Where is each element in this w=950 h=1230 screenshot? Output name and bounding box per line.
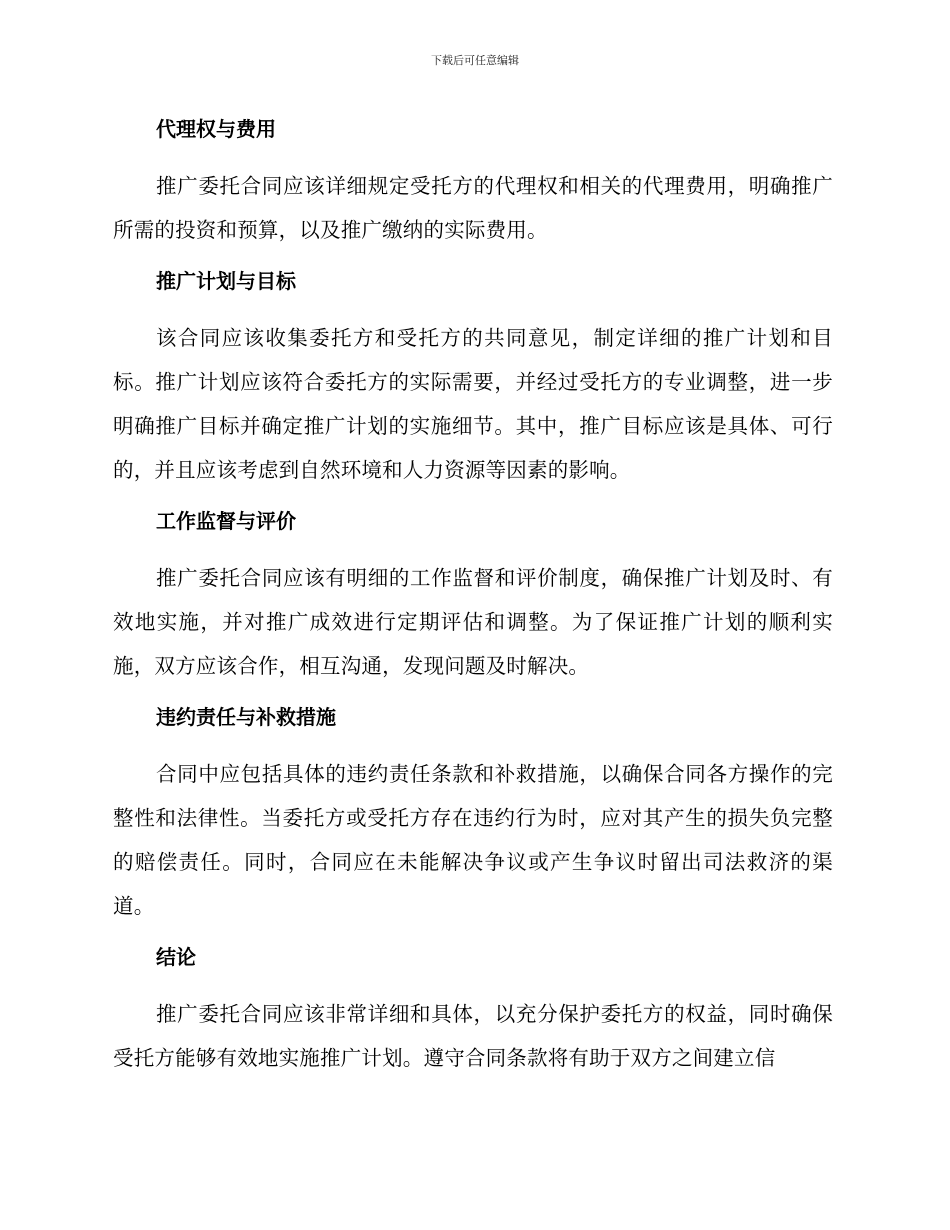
section-agency-fees — [113, 110, 833, 252]
section-heading: 结论 — [156, 945, 196, 969]
document-body — [113, 110, 833, 1080]
section-paragraph: 推广委托合同应该有明细的工作监督和评价制度，确保推广计划及时、有效地实施，并对推广成效进行定期评估和调整。为了保证推广计划的顺利实施，双方应该合作，相互沟通，发现问题及时解决。 — [113, 566, 833, 678]
section-plan-goals — [113, 262, 833, 492]
section-paragraph: 推广委托合同应该详细规定受托方的代理权和相关的代理费用，明确推广所需的投资和预算，以及推广缴纳的实际费用。 — [113, 174, 833, 242]
section-conclusion — [113, 938, 833, 1080]
section-heading: 代理权与费用 — [156, 117, 276, 141]
section-heading: 工作监督与评价 — [156, 509, 296, 533]
section-breach-remedies — [113, 698, 833, 928]
section-paragraph: 推广委托合同应该非常详细和具体，以充分保护委托方的权益，同时确保受托方能够有效地实施推广计划。遵守合同条款将有助于双方之间建立信 — [113, 1002, 833, 1070]
section-paragraph: 合同中应包括具体的违约责任条款和补救措施，以确保合同各方操作的完整性和法律性。当委托方或受托方存在违约行为时，应对其产生的损失负完整的赔偿责任。同时，合同应在未能解决争议或产生争议时留出司法救济的渠道。 — [113, 762, 833, 918]
section-heading: 违约责任与补救措施 — [156, 705, 336, 729]
section-heading: 推广计划与目标 — [156, 269, 296, 293]
section-supervision-evaluation — [113, 502, 833, 688]
page-header-note: 下载后可任意编辑 — [431, 54, 519, 67]
section-paragraph: 该合同应该收集委托方和受托方的共同意见，制定详细的推广计划和目标。推广计划应该符合委托方的实际需要，并经过受托方的专业调整，进一步明确推广目标并确定推广计划的实施细节。其中，推广目标应该是具体、可行的，并且应该考虑到自然环境和人力资源等因素的影响。 — [113, 326, 833, 482]
